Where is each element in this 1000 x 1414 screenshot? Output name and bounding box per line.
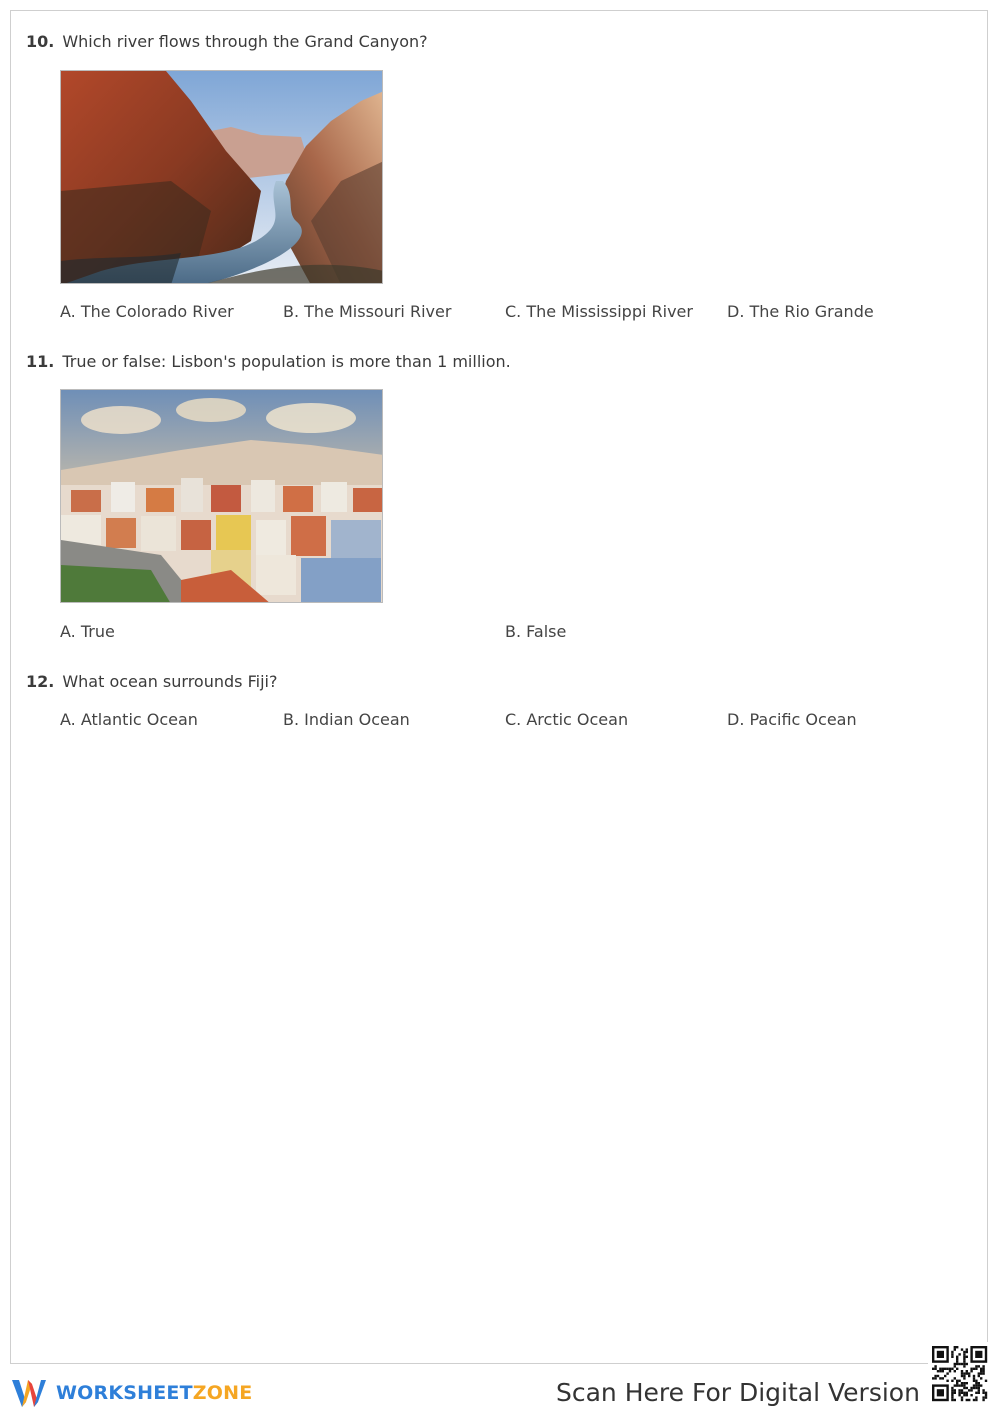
question-number: 12. xyxy=(26,672,55,691)
question-10 xyxy=(26,32,428,51)
option-d[interactable]: D. Pacific Ocean xyxy=(727,710,857,729)
option-a[interactable]: A. The Colorado River xyxy=(60,302,234,321)
question-number: 10. xyxy=(26,32,55,51)
option-c[interactable]: C. Arctic Ocean xyxy=(505,710,629,729)
question-12 xyxy=(26,672,277,691)
option-b[interactable]: B. The Missouri River xyxy=(283,302,452,321)
logo-text-zone: ZONE xyxy=(192,1382,253,1404)
question-text: What ocean surrounds Fiji? xyxy=(62,672,278,691)
option-c[interactable]: C. The Mississippi River xyxy=(505,302,693,321)
logo-text-worksheet: WORKSHEET xyxy=(56,1382,193,1404)
scan-here-text: Scan Here For Digital Version xyxy=(556,1378,920,1407)
worksheetzone-logo[interactable] xyxy=(10,1376,252,1410)
option-d[interactable]: D. The Rio Grande xyxy=(727,302,874,321)
question-number: 11. xyxy=(26,352,55,371)
grand-canyon-image xyxy=(60,70,383,284)
qr-code-icon[interactable] xyxy=(928,1342,992,1408)
question-text: True or false: Lisbon's population is more than 1 million. xyxy=(62,352,511,371)
logo-text xyxy=(56,1382,252,1404)
option-a[interactable]: A. Atlantic Ocean xyxy=(60,710,198,729)
question-text: Which river flows through the Grand Canyon? xyxy=(62,32,428,51)
question-11 xyxy=(26,352,511,371)
option-b[interactable]: B. Indian Ocean xyxy=(283,710,410,729)
option-b[interactable]: B. False xyxy=(505,622,567,641)
option-a[interactable]: A. True xyxy=(60,622,115,641)
lisbon-image xyxy=(60,389,383,603)
logo-w-icon xyxy=(10,1376,50,1410)
